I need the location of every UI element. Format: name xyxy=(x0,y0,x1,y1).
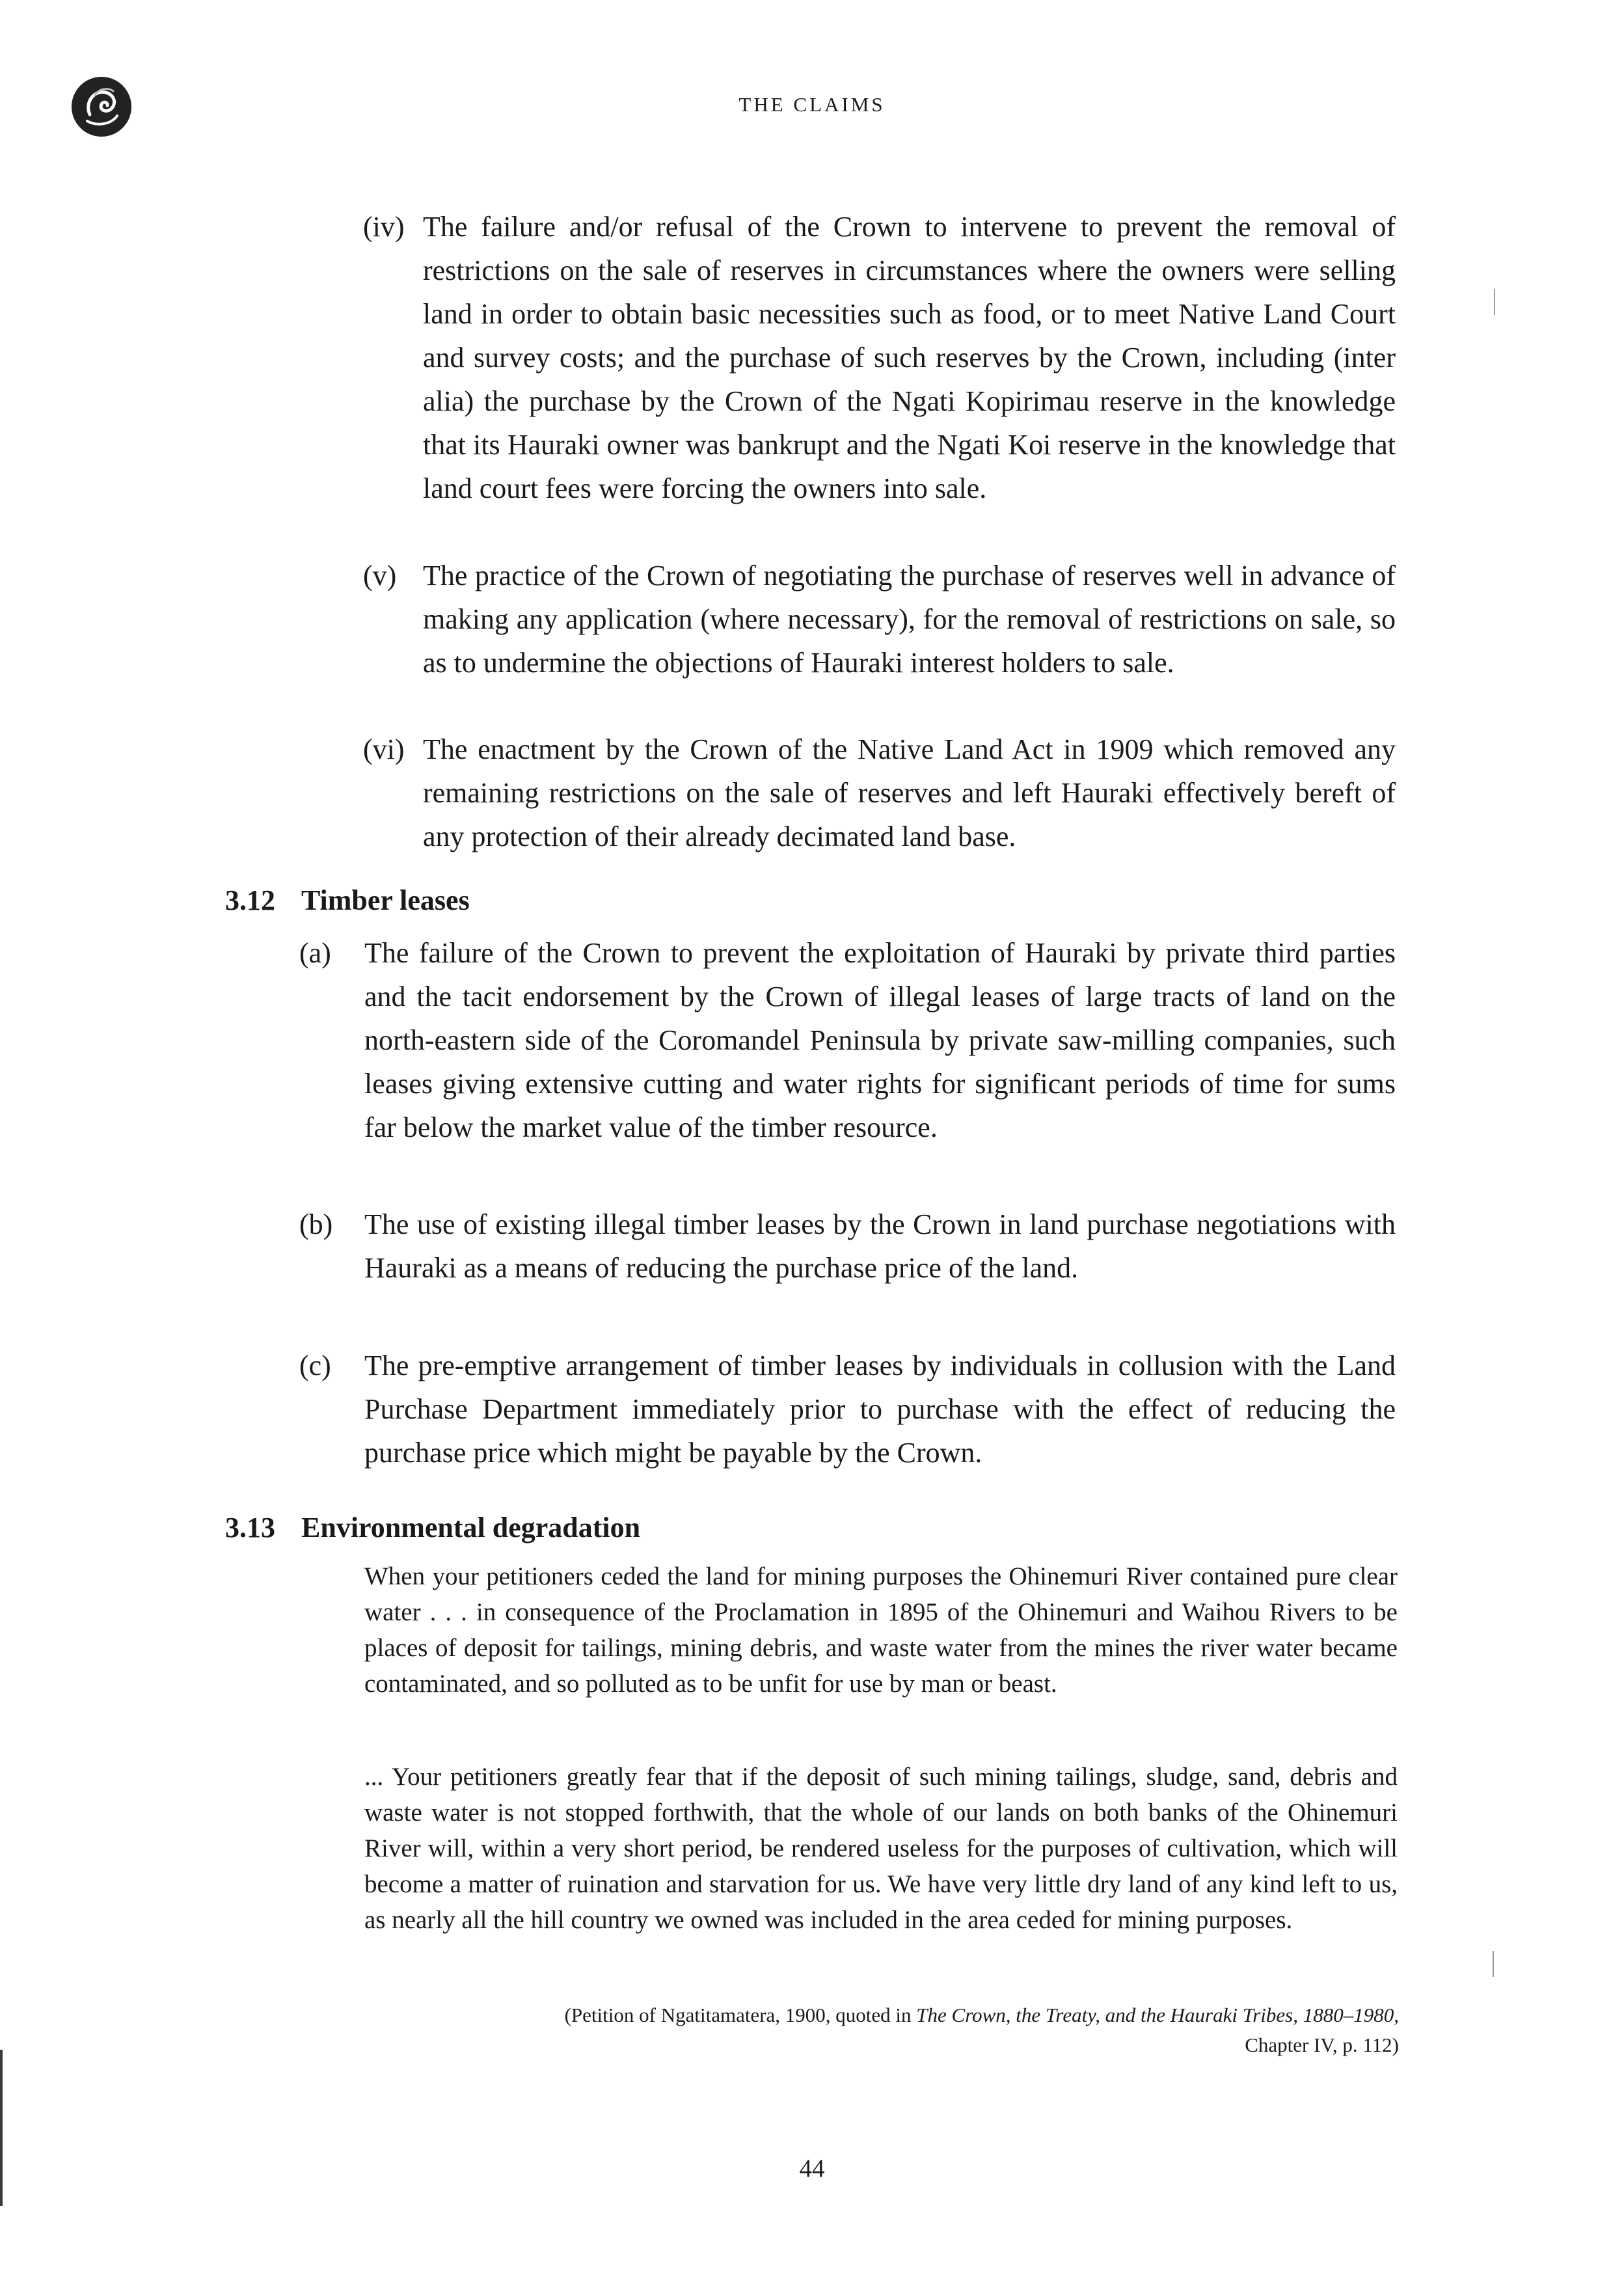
list-item-text: The failure of the Crown to prevent the exploitation of Hauraki by private third parties and the tacit endorsement by the Crown of illegal leases of large tracts of land on the north-eastern side of the Coromandel Peninsula by private saw-milling companies, such leases giving extensive cutting and water rights for significant periods of time for sums far below the market value of the timber resource. xyxy=(364,937,1396,1143)
list-item-v xyxy=(363,554,1396,685)
list-item-b xyxy=(299,1203,1396,1290)
list-item-label: (b) xyxy=(299,1208,333,1240)
scan-mark xyxy=(1493,1951,1494,1977)
list-item-label: (v) xyxy=(363,560,397,591)
scan-mark xyxy=(1494,289,1495,315)
quote-citation xyxy=(553,2000,1399,2060)
section-heading-3-13 xyxy=(225,1506,876,1549)
list-item-text: The failure and/or refusal of the Crown to intervene to prevent the removal of restrictions on the sale of reserves in circumstances where the owners were selling land in order to obtain basic necessities such as food, or to meet Native Land Court and survey costs; and the purchase of such reserves by the Crown, including (inter alia) the purchase by the Crown of the Ngati Kopirimau reserve in the knowledge that its Hauraki owner was bankrupt and the Ngati Koi reserve in the knowledge that land court fees were forcing the owners into sale. xyxy=(423,211,1396,504)
quote-paragraph: When your petitioners ceded the land for mining purposes the Ohinemuri River contained pure clear water . . . in consequence of the Proclamation in 1895 of the Ohinemuri and Waihou Rivers to be places of deposit for tailings, mining debris, and waste water from the mines the river water became contaminated, and so polluted as to be unfit for use by man or beast. xyxy=(364,1562,1398,1698)
list-item-text: The use of existing illegal timber leases by the Crown in land purchase negotiations with Hauraki as a means of reducing the purchase price of the land. xyxy=(364,1208,1396,1284)
section-number: 3.13 xyxy=(225,1512,275,1543)
section-title: Environmental degradation xyxy=(301,1512,641,1543)
section-title: Timber leases xyxy=(301,884,470,916)
quote-paragraph: ... Your petitioners greatly fear that if the deposit of such mining tailings, sludge, sand, debris and waste water is not stopped forthwith, that the whole of our lands on both banks of the Ohinemuri River will, within a very short period, be rendered useless for the purposes of cultivation, which will become a matter of ruination and starvation for us. We have very little dry land of any kind left to us, as nearly all the hill country we owned was included in the area ceded for mining purposes. xyxy=(364,1763,1398,1934)
citation-work-title: The Crown, the Treaty, and the Hauraki Tribes, 1880–1980, xyxy=(916,2004,1399,2026)
list-item-label: (iv) xyxy=(363,211,405,243)
page-number: 44 xyxy=(799,2155,825,2182)
section-heading-3-12 xyxy=(225,878,811,922)
list-item-a xyxy=(299,931,1396,1149)
list-item-c xyxy=(299,1344,1396,1475)
list-item-text: The enactment by the Crown of the Native Land Act in 1909 which removed any remaining restrictions on the sale of reserves and left Hauraki effectively bereft of any protection of their already decimated land base. xyxy=(423,733,1396,852)
citation-prefix: (Petition of Ngatitamatera, 1900, quoted in xyxy=(564,2004,917,2026)
running-head: THE CLAIMS xyxy=(738,93,886,116)
list-item-label: (a) xyxy=(299,937,331,969)
citation-suffix: Chapter IV, p. 112) xyxy=(1245,2033,1399,2056)
page-edge-mark xyxy=(0,2050,3,2206)
list-item-label: (vi) xyxy=(363,733,405,765)
list-item-vi xyxy=(363,727,1396,858)
list-item-text: The practice of the Crown of negotiating the purchase of reserves well in advance of making any application (where necessary), for the removal of restrictions on sale, so as to undermine the objections of Hauraki interest holders to sale. xyxy=(423,560,1396,679)
list-item-text: The pre-emptive arrangement of timber leases by individuals in collusion with the Land Purchase Department immediately prior to purchase with the effect of reducing the purchase price which might be payable by the Crown. xyxy=(364,1350,1396,1469)
section-number: 3.12 xyxy=(225,884,275,916)
list-item-iv xyxy=(363,205,1396,510)
list-item-label: (c) xyxy=(299,1350,331,1381)
